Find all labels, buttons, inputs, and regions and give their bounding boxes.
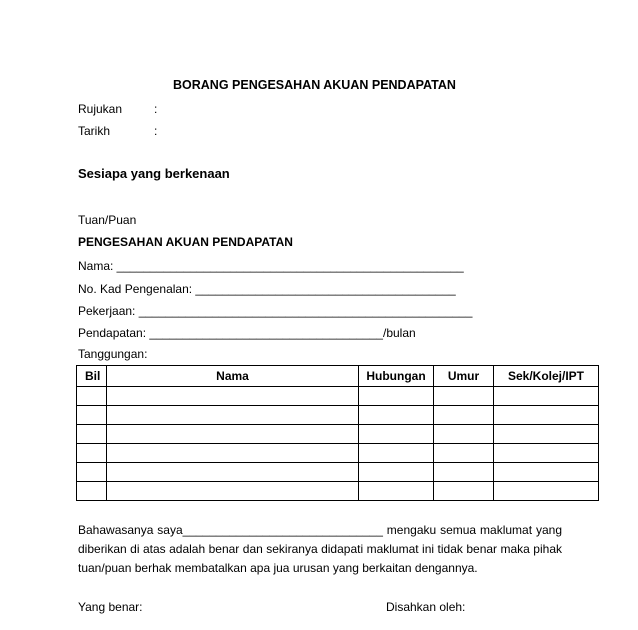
table-cell xyxy=(359,387,434,406)
tarikh-label: Tarikh xyxy=(78,124,111,138)
table-cell xyxy=(77,463,107,482)
greeting: Tuan/Puan xyxy=(78,213,137,227)
header-hubungan: Hubungan xyxy=(359,366,434,387)
table-cell xyxy=(107,463,359,482)
disahkan-oleh-label: Disahkan oleh: xyxy=(386,600,466,614)
ic-number-field: No. Kad Pengenalan: _______________________________________ xyxy=(78,282,456,296)
table-row xyxy=(77,425,599,444)
declaration-line-3: tuan/puan berhak membatalkan apa jua urusan yang berkaitan dengannya. xyxy=(78,561,478,575)
table-cell xyxy=(434,444,494,463)
table-cell xyxy=(434,463,494,482)
table-cell xyxy=(359,463,434,482)
pekerjaan-field: Pekerjaan: __________________________________________________ xyxy=(78,304,473,318)
tarikh-colon: : xyxy=(154,124,158,138)
table-cell xyxy=(359,406,434,425)
form-title: BORANG PENGESAHAN AKUAN PENDAPATAN xyxy=(173,78,456,92)
table-cell xyxy=(494,406,599,425)
table-row xyxy=(77,444,599,463)
subject-heading: PENGESAHAN AKUAN PENDAPATAN xyxy=(78,235,293,249)
table-body xyxy=(77,387,599,501)
declaration-line-2: diberikan di atas adalah benar dan sekiranya didapati maklumat ini tidak benar maka pihak xyxy=(78,542,562,556)
table-cell xyxy=(107,444,359,463)
declaration-paragraph xyxy=(78,521,562,578)
table-cell xyxy=(434,406,494,425)
table-cell xyxy=(434,482,494,501)
pendapatan-field: Pendapatan: ___________________________________/bulan xyxy=(78,326,416,340)
table-cell xyxy=(107,387,359,406)
tanggungan-label: Tanggungan: xyxy=(78,347,148,361)
table-cell xyxy=(359,425,434,444)
table-cell xyxy=(494,463,599,482)
table-cell xyxy=(77,425,107,444)
table-cell xyxy=(359,444,434,463)
dependents-table xyxy=(76,365,599,501)
table-cell xyxy=(107,406,359,425)
table-cell xyxy=(494,444,599,463)
header-sek-kolej-ipt: Sek/Kolej/IPT xyxy=(494,366,599,387)
nama-field: Nama: ____________________________________________________ xyxy=(78,259,464,273)
rujukan-label: Rujukan xyxy=(78,102,123,116)
table-cell xyxy=(77,444,107,463)
rujukan-colon: : xyxy=(154,102,158,116)
table-cell xyxy=(494,387,599,406)
table-cell xyxy=(107,425,359,444)
table-cell xyxy=(77,482,107,501)
declaration-line-1: Bahawasanya saya______________________________ mengaku semua maklumat yang xyxy=(78,523,562,537)
table-cell xyxy=(107,482,359,501)
table-cell xyxy=(434,387,494,406)
table-header-row xyxy=(77,366,599,387)
table-cell xyxy=(494,482,599,501)
table-cell xyxy=(434,425,494,444)
table-row xyxy=(77,406,599,425)
table-row xyxy=(77,387,599,406)
table-cell xyxy=(494,425,599,444)
salutation: Sesiapa yang berkenaan xyxy=(78,166,230,181)
table-cell xyxy=(77,406,107,425)
table-row xyxy=(77,482,599,501)
header-nama: Nama xyxy=(107,366,359,387)
yang-benar-label: Yang benar: xyxy=(78,600,143,614)
table-cell xyxy=(77,387,107,406)
table-row xyxy=(77,463,599,482)
header-bil: Bil xyxy=(77,366,107,387)
table-cell xyxy=(359,482,434,501)
header-umur: Umur xyxy=(434,366,494,387)
